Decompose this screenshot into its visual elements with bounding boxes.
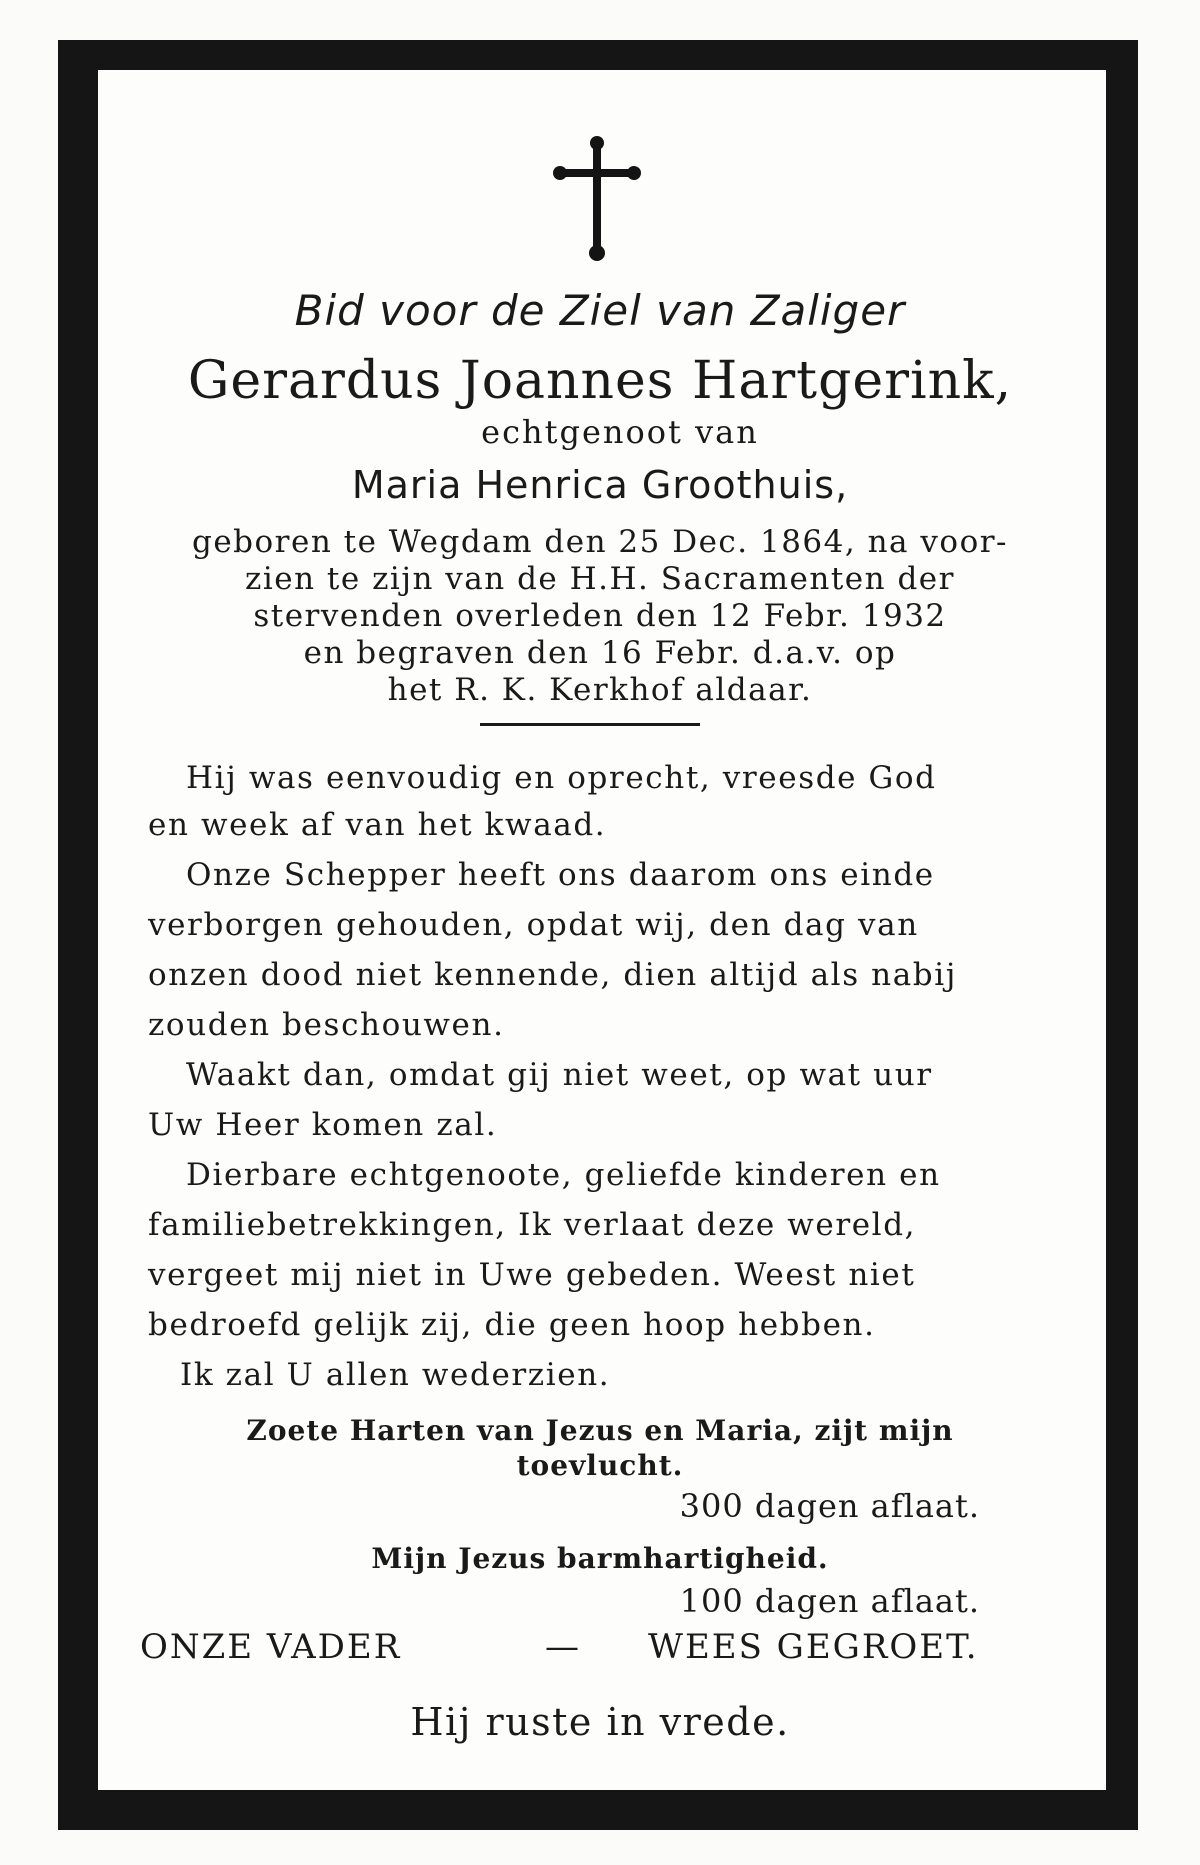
closing-dash: — — [545, 1627, 581, 1667]
rest-in-peace: Hij ruste in vrede. — [410, 1700, 790, 1744]
spouse-prefix: echtgenoot van — [481, 413, 759, 451]
bio-line: stervenden overleden den 12 Febr. 1932 — [253, 598, 947, 634]
deceased-name: Gerardus Joannes Hartgerink, — [187, 351, 1013, 411]
paragraph-line: onzen dood niet kennende, dien altijd als nabij — [148, 957, 957, 993]
prayer-line: toevlucht. — [516, 1449, 684, 1482]
bio-line: en begraven den 16 Febr. d.a.v. op — [303, 635, 897, 671]
paragraph-line: zouden beschouwen. — [148, 1007, 505, 1043]
intro-text: Bid voor de Ziel van Zaliger — [294, 286, 906, 335]
paragraph-line: Uw Heer komen zal. — [148, 1107, 498, 1143]
paragraph-line: Hij was eenvoudig en oprecht, vreesde God — [186, 760, 937, 796]
prayer-line: Mijn Jezus barmhartigheid. — [371, 1542, 829, 1575]
paragraph-line: Dierbare echtgenoote, geliefde kinderen en — [186, 1157, 941, 1193]
indulgence-text: 100 dagen aflaat. — [679, 1582, 980, 1620]
paragraph-line: bedroefd gelijk zij, die geen hoop hebben. — [148, 1307, 876, 1343]
spouse-name: Maria Henrica Groothuis, — [351, 463, 849, 507]
paragraph-line: Waakt dan, omdat gij niet weet, op wat uur — [186, 1057, 933, 1093]
closing-prayer-right: WEES GEGROET. — [648, 1627, 979, 1667]
bio-line: geboren te Wegdam den 25 Dec. 1864, na voor- — [191, 524, 1009, 560]
bio-line: het R. K. Kerkhof aldaar. — [387, 672, 813, 708]
paragraph-line: Ik zal U allen wederzien. — [180, 1357, 611, 1393]
indulgence-text: 300 dagen aflaat. — [679, 1487, 980, 1525]
cross-icon — [552, 135, 642, 265]
divider-rule — [480, 723, 700, 726]
paragraph-line: verborgen gehouden, opdat wij, den dag van — [148, 907, 919, 943]
prayer-line: Zoete Harten van Jezus en Maria, zijt mijn — [246, 1414, 954, 1447]
bio-line: zien te zijn van de H.H. Sacramenten der — [245, 561, 955, 597]
closing-prayer-left: ONZE VADER — [140, 1627, 402, 1667]
paragraph-line: familiebetrekkingen, Ik verlaat deze wereld, — [148, 1207, 917, 1243]
paragraph-line: Onze Schepper heeft ons daarom ons einde — [186, 857, 935, 893]
paragraph-line: vergeet mij niet in Uwe gebeden. Weest niet — [148, 1257, 916, 1293]
paragraph-line: en week af van het kwaad. — [148, 807, 607, 843]
